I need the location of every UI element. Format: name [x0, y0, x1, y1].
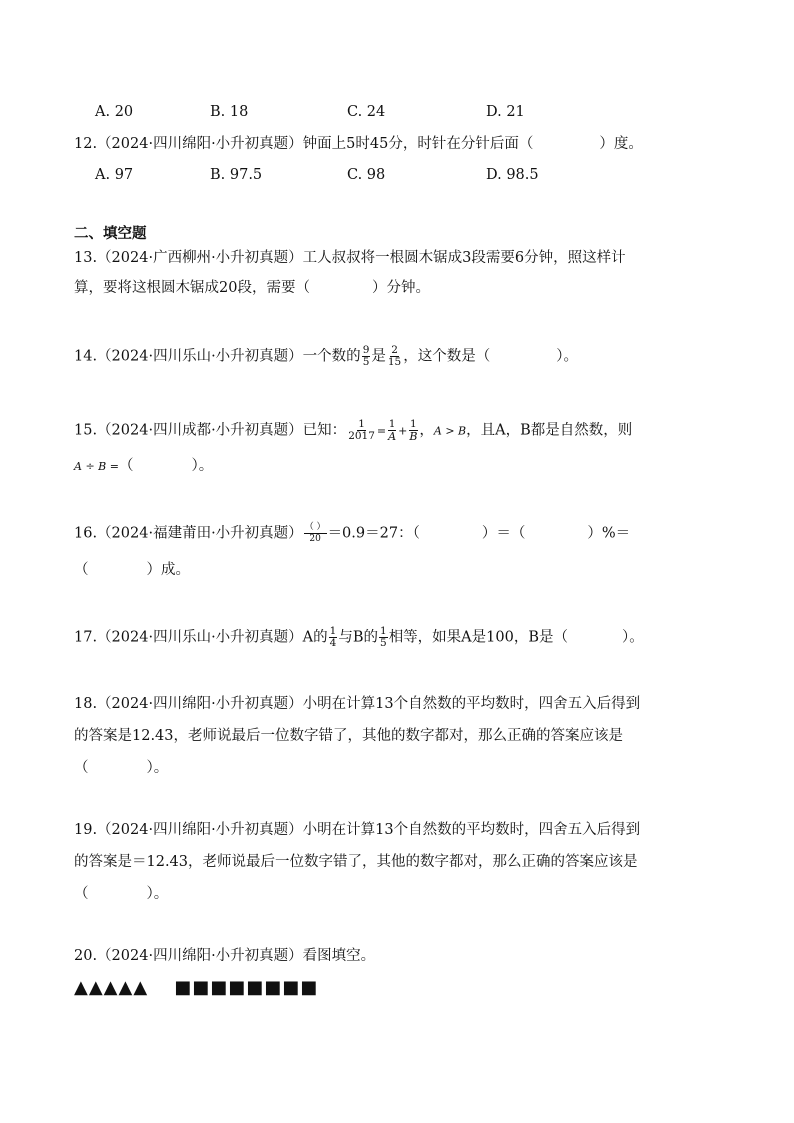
question-18-line2: 的答案是12.43，老师说最后一位数字错了，其他的数字都对，那么正确的答案应该是 [74, 728, 624, 744]
q14-text: 14.（2024·四川乐山·小升初真题）一个数的 [74, 348, 361, 365]
q15-condition: A > B [433, 424, 467, 438]
q12-option-b: B. 97.5 [210, 167, 263, 183]
question-16-line2: （ ）成。 [74, 562, 190, 578]
q17-fraction-2: $\frac{1}{5}$ [380, 625, 387, 649]
q16-fraction: $\frac{( )}{20}$ [304, 522, 326, 544]
q13-text-end: ）分钟。 [371, 280, 430, 296]
q16-text: 16.（2024·福建莆田·小升初真题） [74, 525, 303, 542]
q20-figure [74, 978, 318, 998]
triangles-row: ▲▲▲▲▲ [74, 977, 149, 998]
q11-option-b: B. 18 [210, 104, 249, 120]
section-title: 二、填空题 [74, 226, 147, 242]
question-19-line2: 的答案是＝12.43，老师说最后一位数字错了，其他的数字都对，那么正确的答案应该是 [74, 854, 638, 870]
question-14: 14.（2024·四川乐山·小升初真题）一个数的 $\frac{9}{5}$ 是 $\frac{2}{15}$ ，这个数是（ ）。 [74, 344, 578, 368]
q15-text: 15.（2024·四川成都·小升初真题）已知： [74, 422, 347, 439]
question-20: 20.（2024·四川绵阳·小升初真题）看图填空。 [74, 948, 376, 964]
q12-text: 12.（2024·四川绵阳·小升初真题）钟面上5时45分，时针在分针后面（ [74, 136, 534, 152]
question-13-line1: 13.（2024·广西柳州·小升初真题）工人叔叔将一根圆木锯成3段需要6分钟，照这样计 [74, 250, 626, 266]
q17-text: 17.（2024·四川乐山·小升初真题）A的 [74, 629, 328, 646]
q15-fraction-2017: $\frac{1}{2017}$ [348, 418, 375, 442]
question-15: 15.（2024·四川成都·小升初真题）已知： $\frac{1}{2017}$ = $\frac{1}{A}$ + $\frac{1}{B}$ ，A > B，且A，B都是自然数，则 [74, 418, 633, 443]
q12-option-d: D. 98.5 [486, 167, 539, 183]
question-17: 17.（2024·四川乐山·小升初真题）A的 $\frac{1}{4}$ 与B的 $\frac{1}{5}$ 相等，如果A是100，B是（ ）。 [74, 625, 644, 649]
question-12 [74, 134, 643, 154]
q11-option-a: A. 20 [95, 104, 134, 120]
question-16: 16.（2024·福建莆田·小升初真题） $\frac{( )}{20}$ ＝0.9＝27：（ ）＝（ ）%＝ [74, 522, 631, 544]
q15-expression: A ÷ B = [74, 460, 119, 473]
question-13-line2 [74, 278, 430, 298]
q14-fraction-2: $\frac{2}{15}$ [387, 344, 402, 368]
q12-option-c: C. 98 [347, 167, 386, 183]
q14-fraction-1: $\frac{9}{5}$ [362, 344, 370, 368]
question-18-line3: （ ）。 [74, 760, 169, 776]
squares-row: ■■■■■■■■ [174, 977, 319, 998]
q12-option-a: A. 97 [95, 167, 134, 183]
q12-text-end: ）度。 [599, 136, 643, 152]
q15-fraction-a: $\frac{1}{A}$ [388, 418, 397, 443]
q13-text: 算，要将这根圆木锯成20段，需要（ [74, 280, 310, 296]
q11-option-c: C. 24 [347, 104, 386, 120]
question-18-line1: 18.（2024·四川绵阳·小升初真题）小明在计算13个自然数的平均数时，四舍五入后得到 [74, 696, 641, 712]
question-19-line1: 19.（2024·四川绵阳·小升初真题）小明在计算13个自然数的平均数时，四舍五入后得到 [74, 822, 641, 838]
question-19-line3: （ ）。 [74, 886, 169, 902]
q15-fraction-b: $\frac{1}{B}$ [409, 418, 418, 443]
question-15-line2: A ÷ B =（ ）。 [74, 458, 214, 474]
q17-fraction-1: $\frac{1}{4}$ [329, 625, 337, 649]
q11-option-d: D. 21 [486, 104, 525, 120]
